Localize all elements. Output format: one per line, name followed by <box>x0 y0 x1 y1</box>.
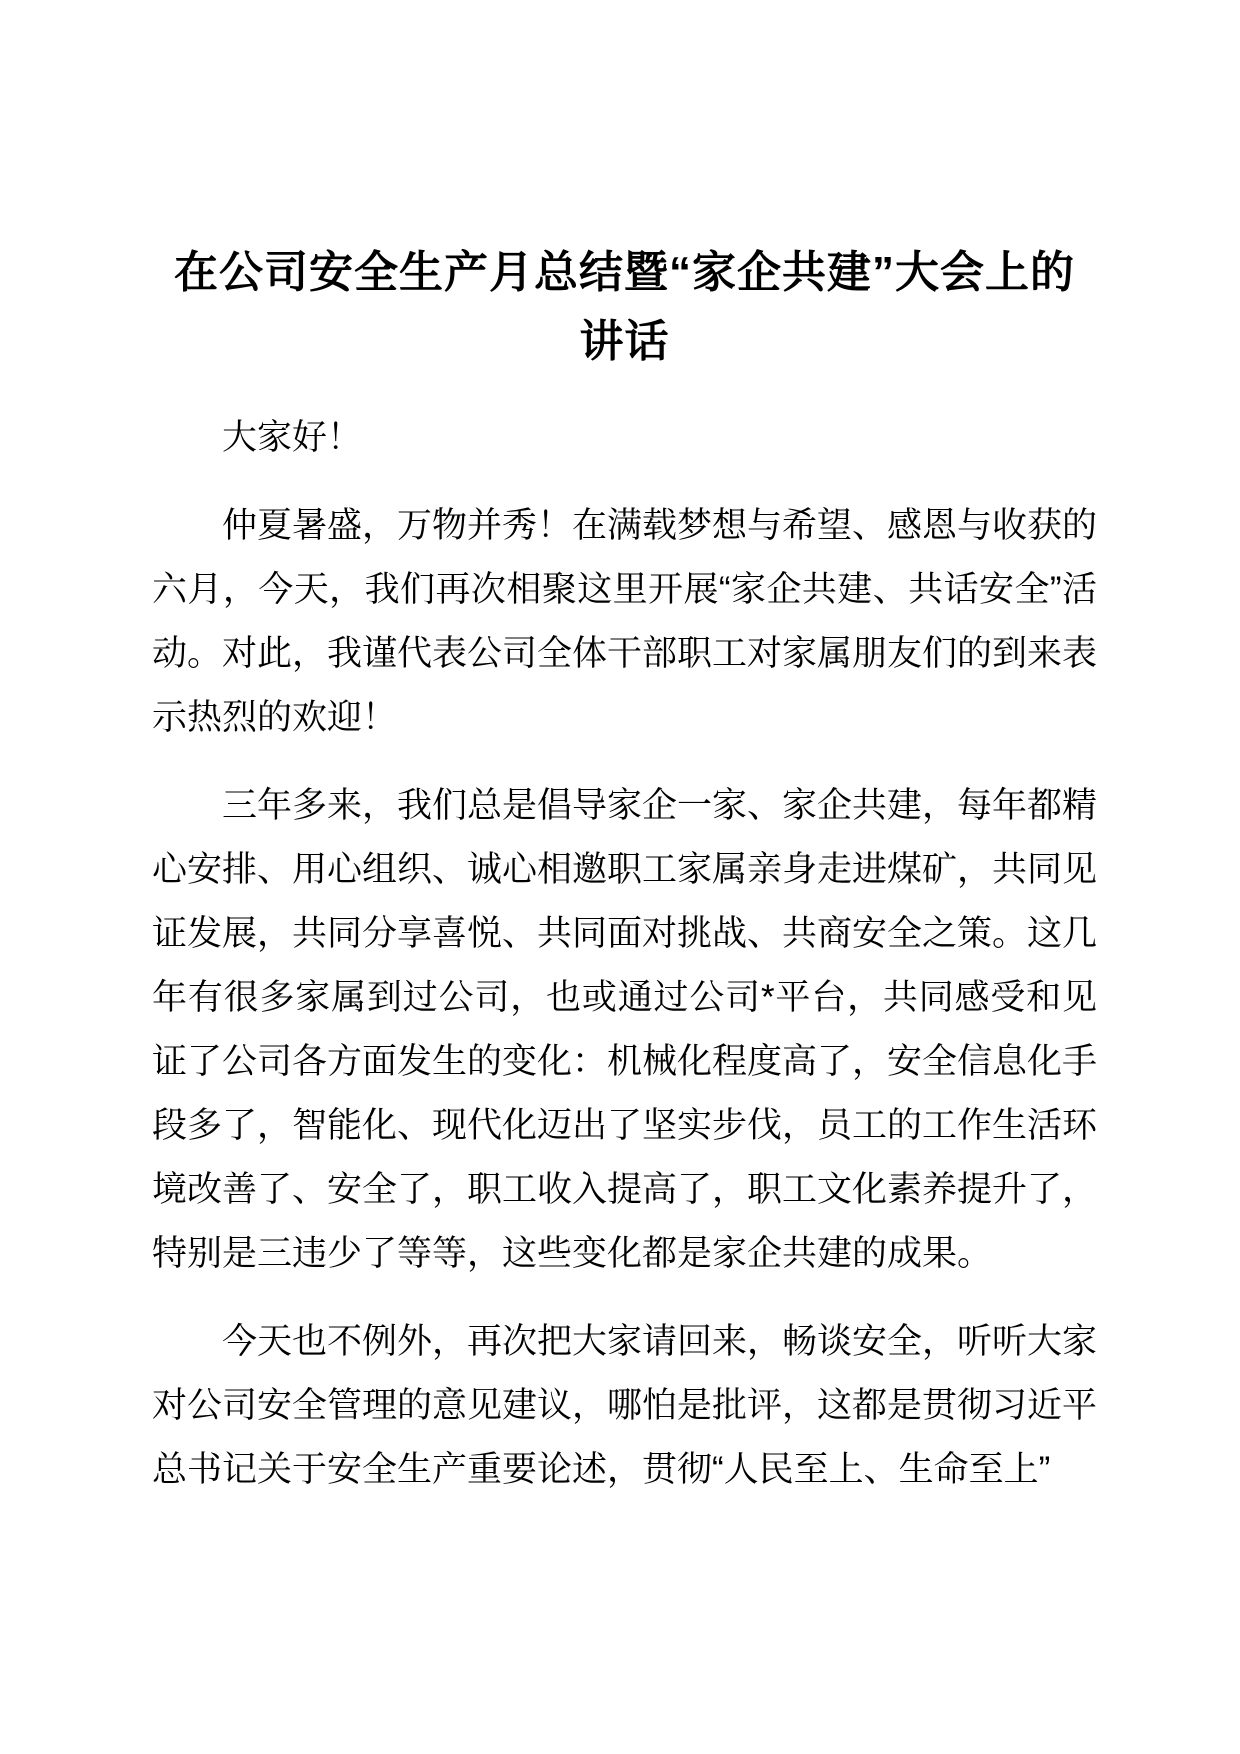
paragraph-greeting: 大家好！ <box>222 418 363 457</box>
paragraph-three-years-review: 三年多来，我们总是倡导家企一家、家企共建，每年都精心安排、用心组织、诚心相邀职工家属亲身走进煤矿，共同见证发展，共同分享喜悦、共同面对挑战、共商安全之策。这几年有很多家属到过公司，也或通过公司*平台，共同感受和见证了公司各方面发生的变化：机械化程度高了，安全信息化手段多了，智能化、现代化迈出了坚实步伐，员工的工作生活环境改善了、安全了，职工收入提高了，职工文化素养提升了，特别是三违少了等等，这些变化都是家企共建的成果。 <box>152 786 1098 1273</box>
paragraph-today-purpose: 今天也不例外，再次把大家请回来，畅谈安全，听听大家对公司安全管理的意见建议，哪怕是批评，这都是贯彻习近平总书记关于安全生产重要论述，贯彻“人民至上、生命至上” <box>152 1322 1098 1489</box>
document-title: 在公司安全生产月总结暨“家企共建”大会上的讲话 <box>174 248 1075 366</box>
document-body <box>152 406 1097 1502</box>
paragraph-welcome: 仲夏暑盛，万物并秀！在满载梦想与希望、感恩与收获的六月，今天，我们再次相聚这里开展“家企共建、共话安全”活动。对此，我谨代表公司全体干部职工对家属朋友们的到来表示热烈的欢迎！ <box>152 506 1098 737</box>
